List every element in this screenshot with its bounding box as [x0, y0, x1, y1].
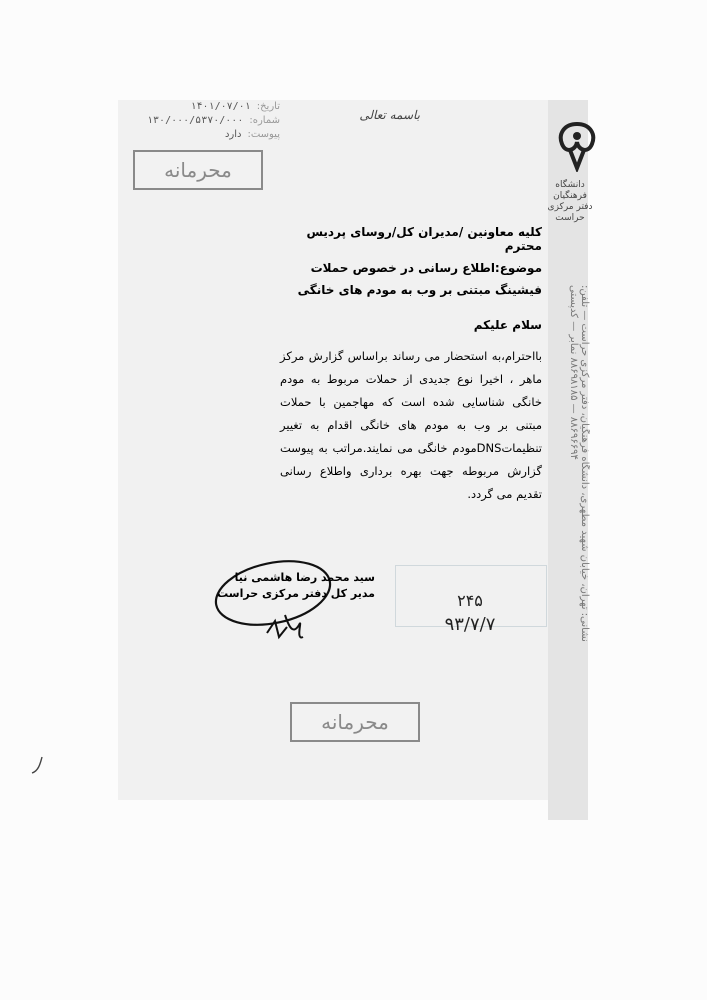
basmala: باسمه تعالی	[359, 108, 420, 122]
meta-number-value: ۱۳۰/۰۰۰/۵۳۷۰/۰۰۰	[147, 115, 244, 126]
signatory-name: سید محمد رضا هاشمی نیا	[234, 571, 375, 584]
handwritten-date: ۹۳/۷/۷	[444, 614, 496, 635]
meta-number-row	[130, 114, 280, 128]
margin-tick-icon	[30, 755, 44, 775]
meta-attachment-label: پیوست:	[247, 129, 280, 140]
letter-addressee: کلیه معاونین /مدیران کل/روسای پردیس محترم	[306, 225, 542, 253]
meta-date-value: ۱۴۰۱/۰۷/۰۱	[190, 101, 251, 112]
letter-greeting: سلام علیکم	[473, 318, 542, 332]
letter-subject: موضوع:اطلاع رسانی در خصوص حملات فیشینگ مبتنی بر وب به مودم های خانگی	[297, 261, 542, 297]
meta-number-label: شماره:	[249, 115, 280, 126]
university-logo-icon	[552, 120, 602, 172]
confidential-stamp-top: محرمانه	[133, 150, 263, 190]
logo-caption	[545, 180, 595, 224]
sidebar-address: نشانی: تهران، خیابان شهید مطهری، دانشگاه فرهنگیان، دفتر مرکزی حراست — تلفن: ۸۸۶۹۶۶۹۴ — ۸۸۶۹۸۱۸۵ نمابر — کدپستی	[568, 285, 590, 642]
logo-line-1: دانشگاه فرهنگیان	[553, 180, 587, 201]
meta-date-label: تاریخ:	[256, 101, 280, 112]
letter-meta	[130, 100, 280, 142]
handwritten-number: ۲۴۵	[457, 591, 483, 610]
letter-body: بااحترام،به استحضار می رساند براساس گزارش مرکز ماهر ، اخیرا نوع جدیدی از حملات مربوط به مودم خانگی شناسایی شده است که مهاجمین با حملات مبتنی بر وب به مودم های خانگی اقدام به تغییر تنظیماتDNSمودم خانگی می نمایند.مراتب به پیوست گزارش مربوطه جهت بهره برداری واطلاع رسانی تقدیم می گردد.	[280, 349, 542, 501]
meta-attachment-row	[130, 128, 280, 142]
logo-line-2: دفتر مرکزی حراست	[547, 202, 593, 223]
meta-attachment-value: دارد	[224, 129, 242, 140]
confidential-stamp-bottom: محرمانه	[290, 702, 420, 742]
handwritten-note	[420, 590, 520, 650]
signature-block	[195, 570, 375, 602]
signatory-title: مدیر کل دفتر مرکزی حراست	[217, 587, 375, 600]
meta-date-row	[130, 100, 280, 114]
